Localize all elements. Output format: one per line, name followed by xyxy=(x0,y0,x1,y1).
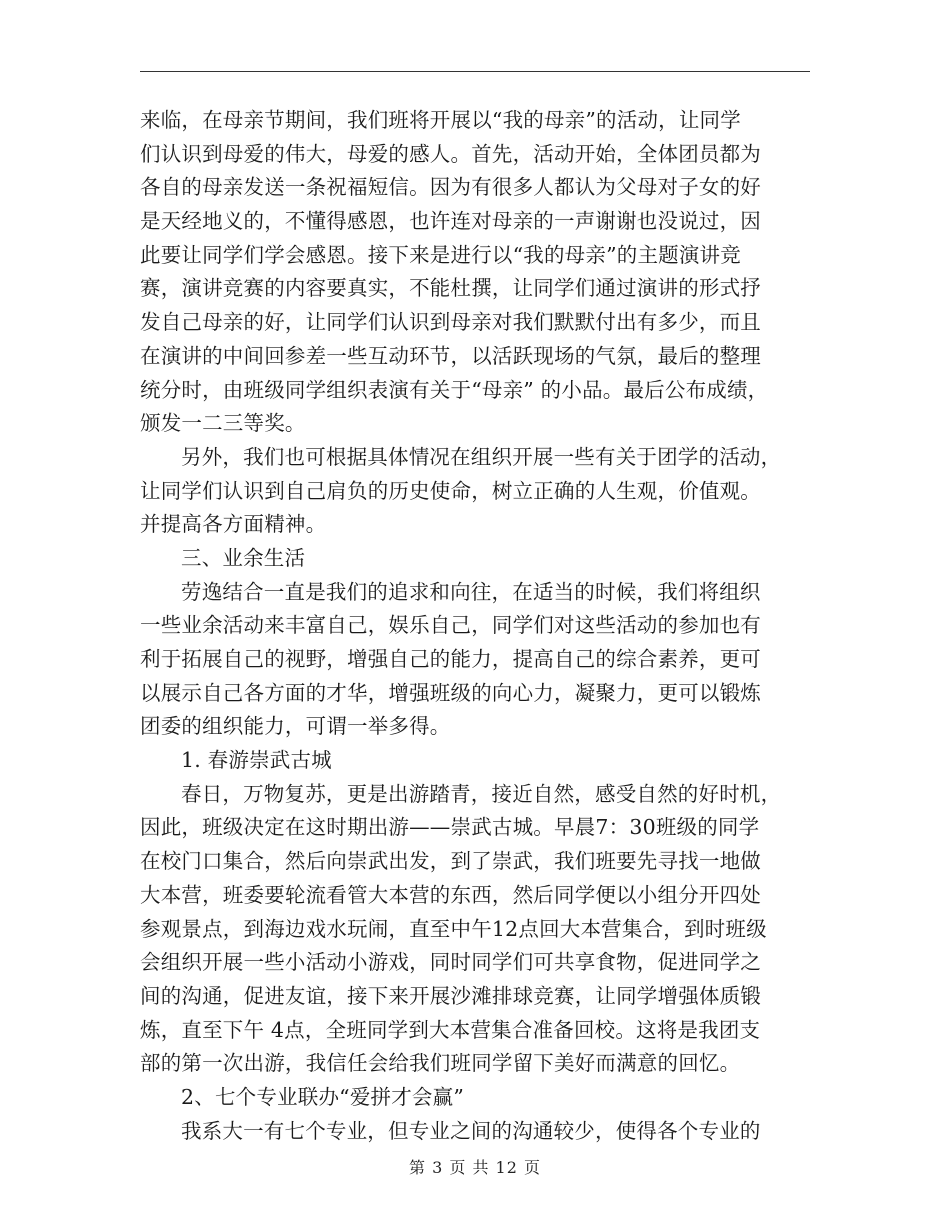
text-line: 统分时，由班级同学组织表演有关于“母亲” 的小品。最后公布成绩， xyxy=(140,377,769,402)
paragraph-start-line: 劳逸结合一直是我们的追求和向往，在适当的时候，我们将组织 xyxy=(181,579,761,604)
text-line: 因此，班级决定在这时期出游——崇武古城。早晨7：30班级的同学 xyxy=(140,815,760,840)
header-rule xyxy=(140,71,810,72)
text-line: 在演讲的中间回参差一些互动环节，以活跃现场的气氛，最后的整理 xyxy=(140,343,761,368)
text-line: 团委的组织能力，可谓一举多得。 xyxy=(140,714,451,739)
text-line: 并提高各方面精神。 xyxy=(140,512,327,537)
subsection-heading: 2、七个专业联办“爱拼才会赢” xyxy=(181,1084,465,1109)
text-line: 会组织开展一些小活动小游戏，同时同学们可共享食物，促进同学之 xyxy=(140,950,761,975)
subsection-heading: 1. 春游崇武古城 xyxy=(181,748,332,773)
text-line: 让同学们认识到自己肩负的历史使命，树立正确的人生观，价值观。 xyxy=(140,478,761,503)
document-body xyxy=(140,104,820,1148)
paragraph-start-line: 另外，我们也可根据具体情况在组织开展一些有关于团学的活动， xyxy=(181,444,782,469)
text-line: 间的沟通，促进友谊，接下来开展沙滩排球竞赛，让同学增强体质锻 xyxy=(140,983,761,1008)
text-line: 来临，在母亲节期间，我们班将开展以“我的母亲”的活动，让同学 xyxy=(140,108,741,132)
paragraph-start-line: 春日，万物复苏，更是出游踏青，接近自然，感受自然的好时机， xyxy=(181,781,782,806)
text-line: 赛，演讲竞赛的内容要真实，不能杜撰，让同学们通过演讲的形式抒 xyxy=(140,276,761,301)
text-line: 是天经地义的，不懂得感恩，也许连对母亲的一声谢谢也没说过，因 xyxy=(140,209,761,234)
page-number-footer: 第 3 页 共 12 页 xyxy=(409,1158,541,1177)
text-line: 以展示自己各方面的才华，增强班级的向心力，凝聚力，更可以锻炼 xyxy=(140,680,761,705)
paragraph-start-line: 我系大一有七个专业，但专业之间的沟通较少，使得各个专业的 xyxy=(181,1118,761,1143)
text-line: 各自的母亲发送一条祝福短信。因为有很多人都认为父母对子女的好 xyxy=(140,175,761,200)
text-line: 参观景点，到海边戏水玩闹，直至中午12点回大本营集合，到时班级 xyxy=(140,916,767,941)
text-line: 大本营，班委要轮流看管大本营的东西，然后同学便以小组分开四处 xyxy=(140,882,761,907)
text-line: 一些业余活动来丰富自己，娱乐自己，同学们对这些活动的参加也有 xyxy=(140,613,761,638)
text-line: 此要让同学们学会感恩。接下来是进行以“我的母亲”的主题演讲竞 xyxy=(140,242,741,267)
text-line: 炼，直至下午 4点，全班同学到大本营集合准备回校。这将是我团支 xyxy=(140,1017,761,1042)
text-line: 利于拓展自己的视野，增强自己的能力，提高自己的综合素养，更可 xyxy=(140,647,761,671)
section-heading: 三、业余生活 xyxy=(181,545,306,570)
text-line: 们认识到母爱的伟大，母爱的感人。首先，活动开始，全体团员都为 xyxy=(140,141,761,166)
text-line: 发自己母亲的好，让同学们认识到母亲对我们默默付出有多少，而且 xyxy=(140,310,761,335)
text-line: 部的第一次出游，我信任会给我们班同学留下美好而满意的回忆。 xyxy=(140,1051,741,1076)
text-line: 颁发一二三等奖。 xyxy=(140,411,306,436)
text-line: 在校门口集合，然后向崇武出发，到了崇武，我们班要先寻找一地做 xyxy=(140,849,761,874)
